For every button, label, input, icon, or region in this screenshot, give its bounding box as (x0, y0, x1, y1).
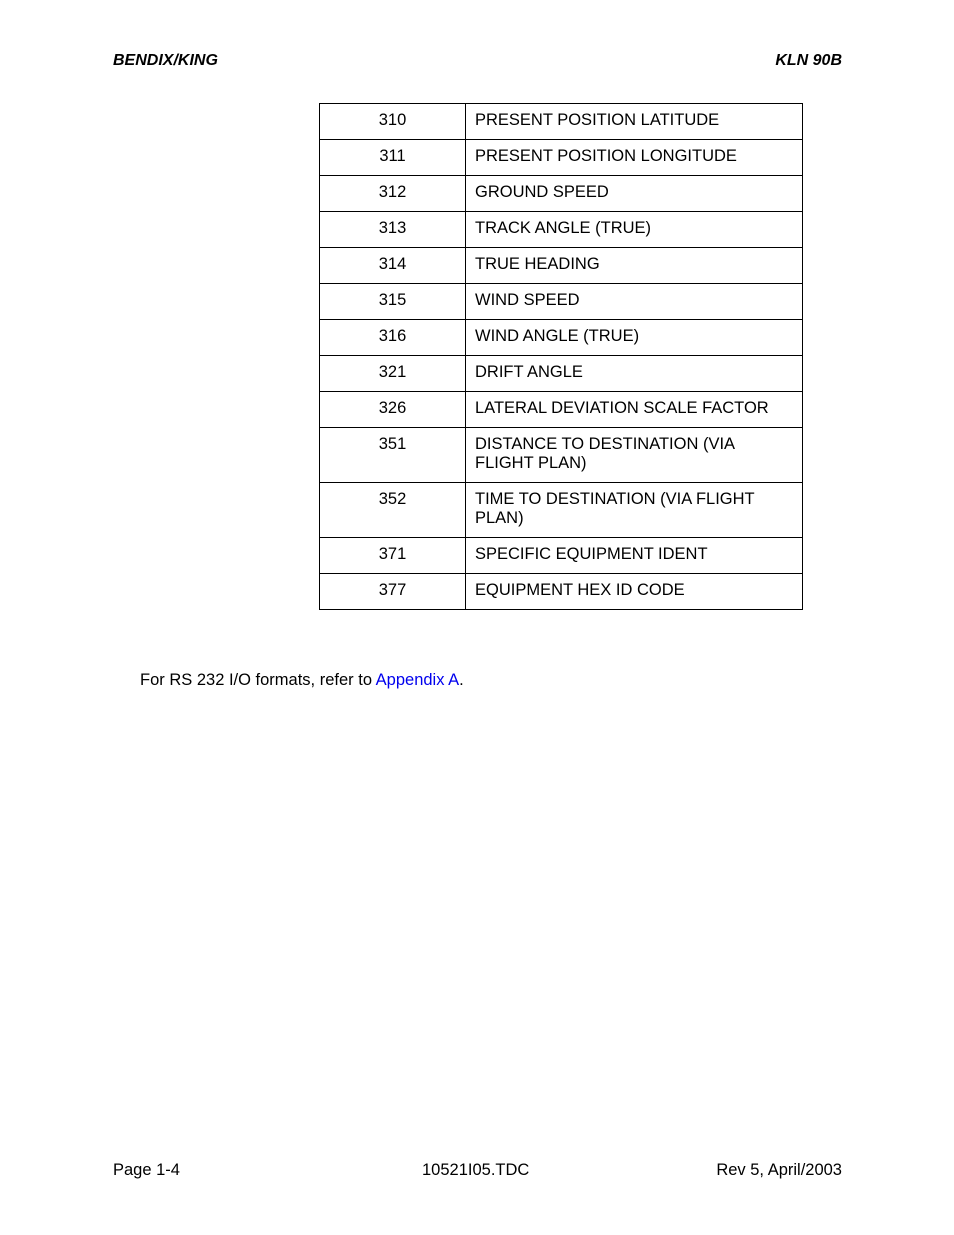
label-table (319, 103, 803, 610)
table-row (320, 538, 803, 574)
label-description: WIND ANGLE (TRUE) (466, 320, 803, 356)
label-description: EQUIPMENT HEX ID CODE (466, 574, 803, 610)
table-row (320, 428, 803, 483)
rs232-reference-paragraph (140, 671, 464, 690)
label-code: 371 (320, 538, 466, 574)
label-description: GROUND SPEED (466, 176, 803, 212)
label-description: DISTANCE TO DESTINATION (VIA FLIGHT PLAN) (466, 428, 803, 483)
table-row (320, 574, 803, 610)
table-row (320, 104, 803, 140)
label-code: 312 (320, 176, 466, 212)
table-row (320, 140, 803, 176)
label-code: 321 (320, 356, 466, 392)
label-description: TRUE HEADING (466, 248, 803, 284)
table-row (320, 483, 803, 538)
label-description: TIME TO DESTINATION (VIA FLIGHT PLAN) (466, 483, 803, 538)
table-row (320, 392, 803, 428)
label-description: DRIFT ANGLE (466, 356, 803, 392)
label-description: PRESENT POSITION LATITUDE (466, 104, 803, 140)
label-description: WIND SPEED (466, 284, 803, 320)
table-row (320, 176, 803, 212)
label-code: 310 (320, 104, 466, 140)
table-row (320, 248, 803, 284)
paragraph-text: For RS 232 I/O formats, refer to (140, 671, 376, 689)
paragraph-period: . (459, 671, 464, 689)
table-row (320, 356, 803, 392)
table-row (320, 320, 803, 356)
appendix-a-link[interactable]: Appendix A (375, 671, 460, 689)
label-description: LATERAL DEVIATION SCALE FACTOR (466, 392, 803, 428)
label-code: 316 (320, 320, 466, 356)
label-description: SPECIFIC EQUIPMENT IDENT (466, 538, 803, 574)
label-code: 314 (320, 248, 466, 284)
label-description: PRESENT POSITION LONGITUDE (466, 140, 803, 176)
table-row (320, 212, 803, 248)
table-row (320, 284, 803, 320)
label-code: 313 (320, 212, 466, 248)
label-code: 351 (320, 428, 466, 483)
label-code: 326 (320, 392, 466, 428)
label-description: TRACK ANGLE (TRUE) (466, 212, 803, 248)
label-code: 377 (320, 574, 466, 610)
footer-revision: Rev 5, April/2003 (716, 1161, 842, 1179)
footer-document-id: 10521I05.TDC (422, 1161, 530, 1179)
label-code: 311 (320, 140, 466, 176)
label-code: 352 (320, 483, 466, 538)
footer-page-number: Page 1-4 (113, 1161, 180, 1179)
header-brand: BENDIX/KING (113, 52, 218, 69)
label-code: 315 (320, 284, 466, 320)
header-model: KLN 90B (775, 52, 842, 69)
